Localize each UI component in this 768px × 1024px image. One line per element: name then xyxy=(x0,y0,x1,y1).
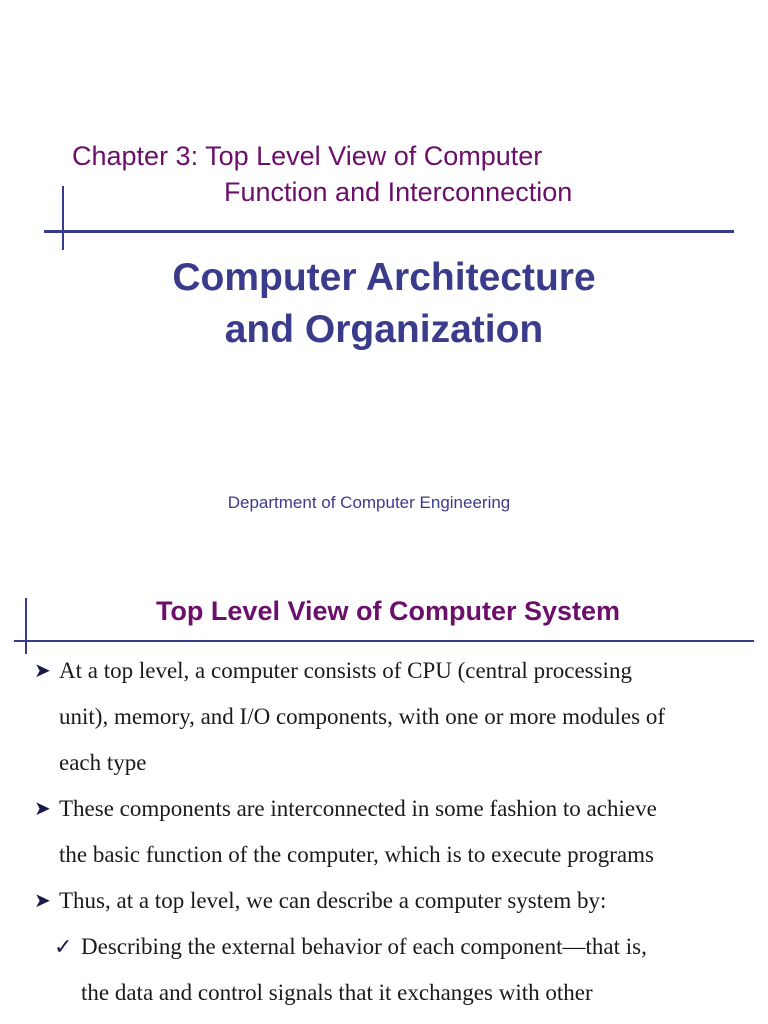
course-title xyxy=(0,252,768,356)
bullet-item xyxy=(34,648,754,786)
horizontal-rule xyxy=(14,640,754,642)
course-title-line-1: Computer Architecture xyxy=(172,256,596,299)
chapter-line-2: Function and Interconnection xyxy=(224,177,573,207)
bullet-item xyxy=(34,878,754,924)
horizontal-rule xyxy=(44,230,734,233)
arrow-bullet-icon: ➤ xyxy=(34,798,51,820)
checkmark-bullet-icon: ✓ xyxy=(54,934,73,959)
course-title-line-2: and Organization xyxy=(224,308,544,351)
chapter-heading xyxy=(72,138,572,210)
bullet-item xyxy=(34,786,754,878)
bullet-line: These components are interconnected in some fashion to achieve xyxy=(59,796,657,821)
slide-title: Top Level View of Computer System xyxy=(155,596,621,626)
bullet-line: the basic function of the computer, which is to execute programs xyxy=(59,842,654,867)
bullet-list xyxy=(34,648,754,1016)
department-label: Department of Computer Engineering xyxy=(227,493,511,512)
arrow-bullet-icon: ➤ xyxy=(34,660,51,682)
bullet-line: each type xyxy=(59,750,147,775)
vertical-rule xyxy=(62,186,64,250)
content-slide xyxy=(0,560,768,1024)
sub-bullet-line: the data and control signals that it exchanges with other xyxy=(81,980,593,1005)
bullet-line: Thus, at a top level, we can describe a computer system by: xyxy=(59,888,607,913)
bullet-line: At a top level, a computer consists of CPU (central processing xyxy=(59,658,632,683)
sub-bullet-line: Describing the external behavior of each component—that is, xyxy=(81,934,647,959)
chapter-line-1: Chapter 3: Top Level View of Computer xyxy=(72,141,543,171)
arrow-bullet-icon: ➤ xyxy=(34,890,51,912)
sub-bullet-item xyxy=(34,924,754,1016)
bullet-line: unit), memory, and I/O components, with one or more modules of xyxy=(59,704,665,729)
